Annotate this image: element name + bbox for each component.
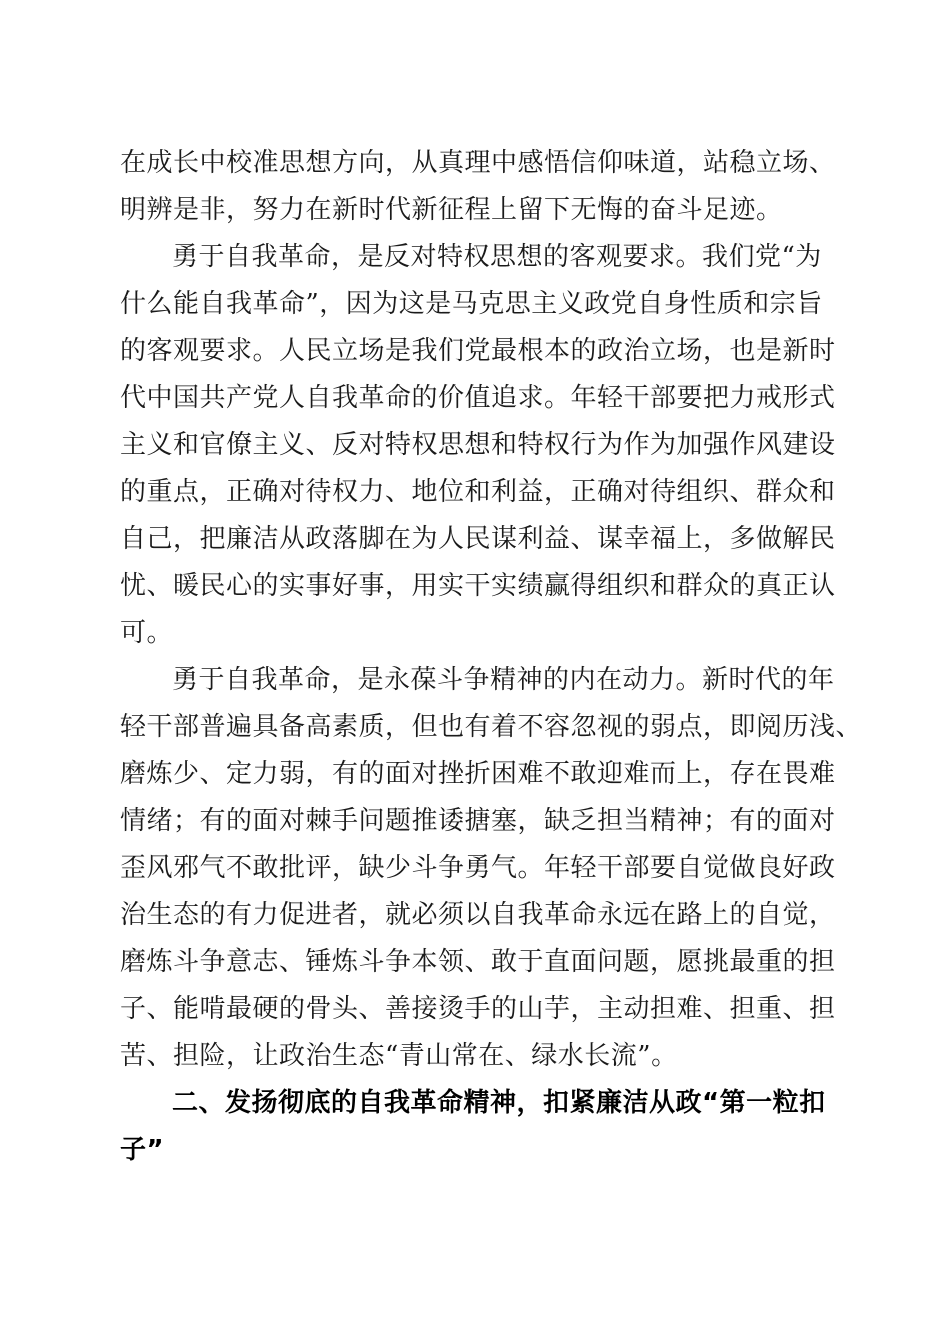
section-heading: 二、发扬彻底的自我革命精神，扣紧廉洁从政“第一粒扣 — [172, 1088, 826, 1118]
body-text-line: 歪风邪气不敢批评，缺少斗争勇气。年轻干部要自觉做良好政 — [120, 853, 836, 883]
body-text-line: 磨炼斗争意志、锤炼斗争本领、敢于直面问题，愿挑最重的担 — [120, 947, 836, 977]
body-text-line: 情绪；有的面对棘手问题推诿搪塞，缺乏担当精神；有的面对 — [120, 806, 836, 836]
body-text-line: 轻干部普遍具备高素质，但也有着不容忽视的弱点，即阅历浅、 — [120, 712, 863, 742]
paragraph-first-line: 勇于自我革命，是反对特权思想的客观要求。我们党“为 — [172, 242, 822, 272]
body-text-line: 什么能自我革命”，因为这是马克思主义政党自身性质和宗旨 — [120, 289, 823, 319]
body-text-line: 忧、暖民心的实事好事，用实干实绩赢得组织和群众的真正认 — [120, 571, 836, 601]
body-text-line: 苦、担险，让政治生态“青山常在、绿水长流”。 — [120, 1041, 678, 1071]
paragraph-first-line: 勇于自我革命，是永葆斗争精神的内在动力。新时代的年 — [172, 665, 835, 695]
body-text-line: 的重点，正确对待权力、地位和利益，正确对待组织、群众和 — [120, 477, 836, 507]
body-text-line: 的客观要求。人民立场是我们党最根本的政治立场，也是新时 — [120, 336, 836, 366]
body-text-line: 主义和官僚主义、反对特权思想和特权行为作为加强作风建设 — [120, 430, 836, 460]
body-text-line: 治生态的有力促进者，就必须以自我革命永远在路上的自觉， — [120, 900, 836, 930]
body-text-line: 可。 — [120, 618, 174, 648]
body-text-line: 在成长中校准思想方向，从真理中感悟信仰味道，站稳立场、 — [120, 148, 836, 178]
body-text-line: 磨炼少、定力弱，有的面对挫折困难不敢迎难而上，存在畏难 — [120, 759, 836, 789]
section-heading-continued: 子” — [120, 1135, 165, 1165]
body-text-line: 自己，把廉洁从政落脚在为人民谋利益、谋幸福上，多做解民 — [120, 524, 836, 554]
body-text-line: 代中国共产党人自我革命的价值追求。年轻干部要把力戒形式 — [120, 383, 836, 413]
body-text-line: 明辨是非，努力在新时代新征程上留下无悔的奋斗足迹。 — [120, 195, 783, 225]
body-text-line: 子、能啃最硬的骨头、善接烫手的山芋，主动担难、担重、担 — [120, 994, 836, 1024]
